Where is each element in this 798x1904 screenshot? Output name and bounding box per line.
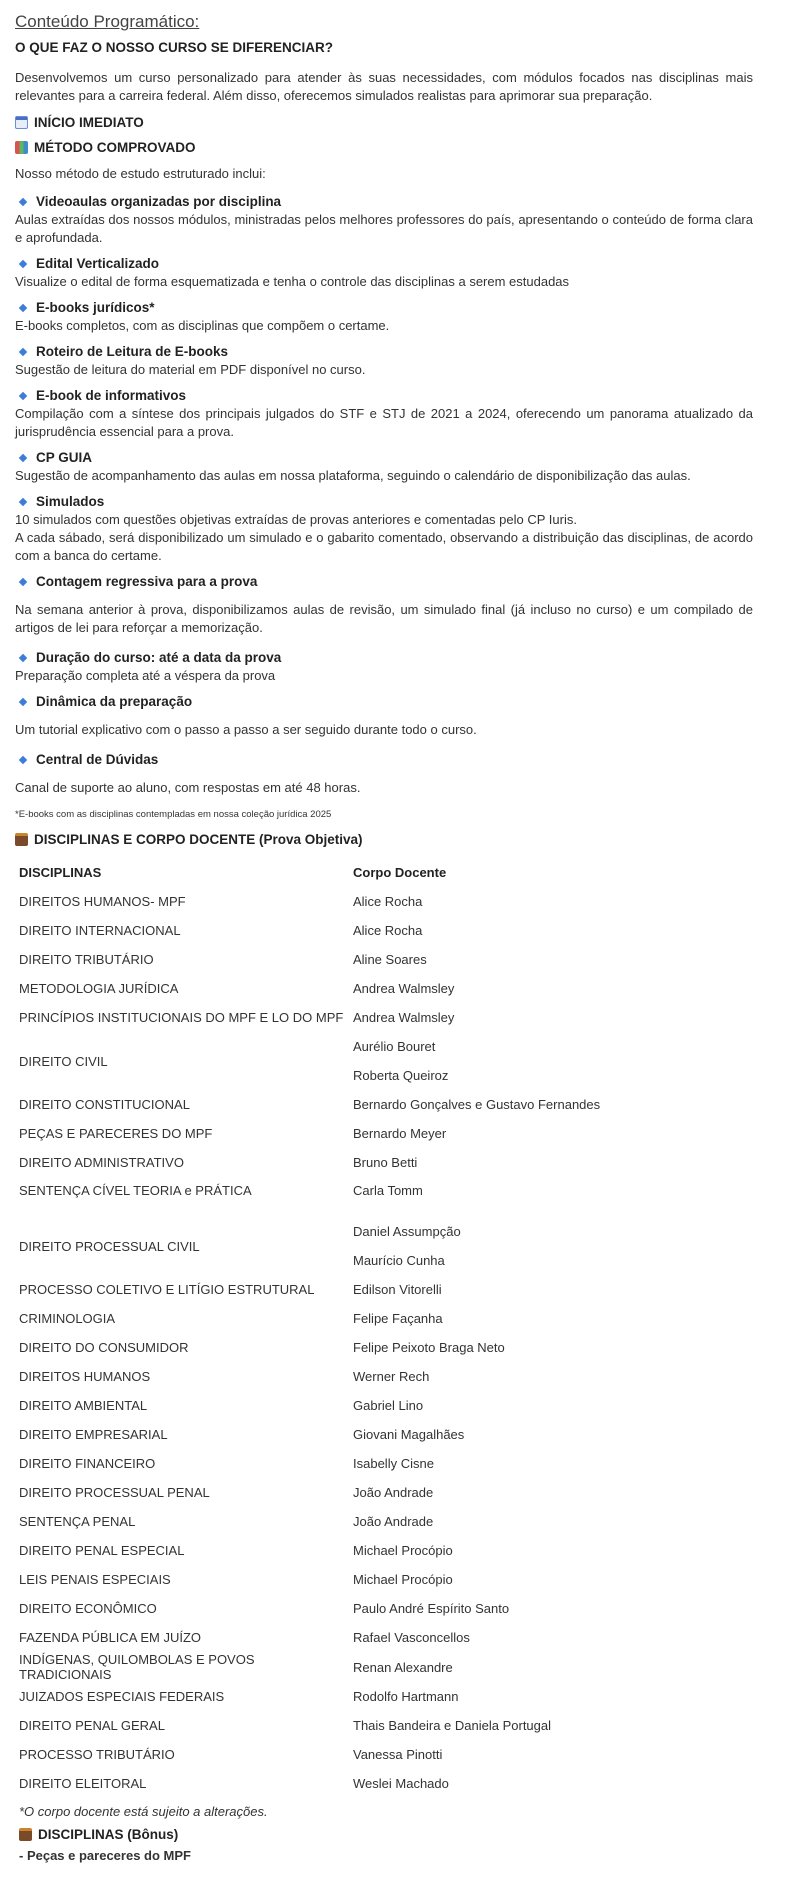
feature-description: Sugestão de acompanhamento das aulas em nossa plataforma, seguindo o calendário de disponibilização das aulas.: [15, 468, 691, 483]
diamond-bullet-icon: [19, 260, 27, 268]
teacher-name: Daniel Assumpção: [353, 1224, 461, 1239]
teacher-name: Carla Tomm: [353, 1183, 423, 1198]
feature-list: [15, 193, 753, 797]
feature-description: A cada sábado, será disponibilizado um simulado e o gabarito comentado, observando a distribuição das disciplinas, de acordo com a banca do certame.: [15, 530, 753, 563]
metodo-comprovado: [15, 140, 753, 155]
feature-item: [15, 573, 753, 637]
diamond-bullet-icon: [19, 304, 27, 312]
discipline-cell: PROCESSO COLETIVO E LITÍGIO ESTRUTURAL: [19, 1282, 315, 1297]
inicio-label: INÍCIO IMEDIATO: [34, 115, 144, 130]
teacher-name: Bernardo Meyer: [353, 1126, 447, 1141]
teacher-cell: [349, 1565, 753, 1594]
table-row: [15, 1177, 753, 1217]
feature-title-text: E-books jurídicos*: [36, 300, 155, 315]
discipline-cell: DIREITOS HUMANOS- MPF: [19, 894, 186, 909]
teacher-name: João Andrade: [353, 1485, 434, 1500]
discipline-cell: DIREITO PROCESSUAL PENAL: [19, 1485, 210, 1500]
teacher-name: Thais Bandeira e Daniela Portugal: [353, 1718, 552, 1733]
teacher-name: Giovani Magalhães: [353, 1427, 465, 1442]
header-docente: Corpo Docente: [353, 864, 447, 880]
teacher-name: Weslei Machado: [353, 1776, 449, 1791]
feature-title-text: Contagem regressiva para a prova: [36, 574, 258, 589]
feature-description: 10 simulados com questões objetivas extraídas de provas anteriores e comentadas pelo CP Iuris.: [15, 512, 577, 527]
discipline-cell: DIREITO CONSTITUCIONAL: [19, 1097, 190, 1112]
discipline-cell: DIREITO EMPRESARIAL: [19, 1427, 168, 1442]
table-row: [15, 1536, 753, 1565]
discipline-cell: PROCESSO TRIBUTÁRIO: [19, 1747, 175, 1762]
teacher-cell: [349, 945, 753, 974]
teacher-cell: [349, 1507, 753, 1536]
diamond-bullet-icon: [19, 454, 27, 462]
diamond-bullet-icon: [19, 498, 27, 506]
teacher-name: Michael Procópio: [353, 1572, 453, 1587]
feature-title: [15, 193, 753, 211]
feature-description: Aulas extraídas dos nossos módulos, ministradas pelos melhores professores do país, apresentando o conteúdo de forma clara e aprofundada.: [15, 212, 753, 245]
teacher-name: Andrea Walmsley: [353, 981, 455, 996]
teacher-name: Aurélio Bouret: [353, 1039, 436, 1054]
table-row: [15, 1119, 753, 1148]
bonus-item: - Peças e pareceres do MPF: [19, 1848, 191, 1863]
feature-item: [15, 693, 753, 739]
feature-title-text: E-book de informativos: [36, 388, 187, 403]
table-row: [15, 1652, 753, 1682]
discipline-cell: DIREITO PENAL ESPECIAL: [19, 1543, 185, 1558]
teacher-cell: [349, 916, 753, 945]
diamond-bullet-icon: [19, 198, 27, 206]
teacher-name: Paulo André Espírito Santo: [353, 1601, 510, 1616]
bonus-section-label: DISCIPLINAS (Bônus): [38, 1827, 179, 1842]
teacher-cell: [349, 1333, 753, 1362]
table-row: [15, 1275, 753, 1304]
table-section-label: DISCIPLINAS E CORPO DOCENTE (Prova Objetiva): [34, 832, 363, 847]
feature-item: [15, 649, 753, 685]
table-row: [15, 1362, 753, 1391]
table-section-heading: [15, 832, 753, 847]
diamond-bullet-icon: [19, 578, 27, 586]
teacher-name: Edilson Vitorelli: [353, 1282, 442, 1297]
discipline-cell: DIREITO PROCESSUAL CIVIL: [19, 1238, 200, 1254]
teacher-name: Felipe Peixoto Braga Neto: [353, 1340, 505, 1355]
feature-description: Canal de suporte ao aluno, com respostas em até 48 horas.: [15, 780, 361, 795]
calendar-icon: [15, 116, 28, 129]
teacher-cell: [349, 887, 753, 916]
teacher-name: Maurício Cunha: [353, 1253, 445, 1268]
teacher-cell: [349, 1769, 753, 1798]
teacher-cell: [349, 1391, 753, 1420]
briefcase-icon: [19, 1828, 32, 1841]
table-row: [15, 1333, 753, 1362]
discipline-cell: PRINCÍPIOS INSTITUCIONAIS DO MPF E LO DO MPF: [19, 1010, 344, 1025]
diamond-bullet-icon: [19, 698, 27, 706]
feature-item: [15, 299, 753, 335]
table-row: [15, 1449, 753, 1478]
feature-title: [15, 573, 753, 591]
teacher-name: Bruno Betti: [353, 1155, 418, 1170]
teacher-cell: [349, 974, 753, 1003]
discipline-cell: SENTENÇA CÍVEL TEORIA e PRÁTICA: [19, 1183, 252, 1198]
table-row: [15, 1420, 753, 1449]
intro-paragraph: Desenvolvemos um curso personalizado para atender às suas necessidades, com módulos focados nas disciplinas mais relevantes para a carreira federal. Além disso, oferecemos simulados realistas para aprimorar sua preparação.: [15, 70, 753, 103]
table-row: [15, 1682, 753, 1711]
table-row: [15, 1711, 753, 1740]
books-icon: [15, 141, 28, 154]
discipline-cell: DIREITO AMBIENTAL: [19, 1398, 148, 1413]
feature-title: [15, 343, 753, 361]
feature-description: Na semana anterior à prova, disponibilizamos aulas de revisão, um simulado final (já incluso no curso) e um compilado de artigos de lei para reforçar a memorização.: [15, 602, 753, 635]
table-row: [15, 945, 753, 974]
table-row: [15, 1565, 753, 1594]
feature-title: [15, 751, 753, 769]
teacher-name: Andrea Walmsley: [353, 1010, 455, 1025]
discipline-cell: DIREITOS HUMANOS: [19, 1369, 151, 1384]
feature-item: [15, 255, 753, 291]
teacher-cell: [349, 1217, 753, 1275]
teacher-name: Isabelly Cisne: [353, 1456, 434, 1471]
teacher-name: Roberta Queiroz: [353, 1068, 449, 1083]
teacher-name: Bernardo Gonçalves e Gustavo Fernandes: [353, 1097, 601, 1112]
feature-title: [15, 649, 753, 667]
feature-title: [15, 387, 753, 405]
feature-item: [15, 493, 753, 565]
teacher-cell: [349, 1032, 753, 1090]
feature-title-text: Simulados: [36, 494, 105, 509]
teacher-name: João Andrade: [353, 1514, 434, 1529]
bonus-section-heading: [19, 1827, 753, 1842]
feature-description: E-books completos, com as disciplinas que compõem o certame.: [15, 318, 390, 333]
table-row: [15, 887, 753, 916]
feature-item: [15, 387, 753, 441]
teacher-name: Felipe Façanha: [353, 1311, 443, 1326]
table-row: [15, 1032, 753, 1090]
discipline-cell: CRIMINOLOGIA: [19, 1311, 116, 1326]
diamond-bullet-icon: [19, 348, 27, 356]
teacher-cell: [349, 1449, 753, 1478]
diamond-bullet-icon: [19, 756, 27, 764]
discipline-cell: DIREITO ECONÔMICO: [19, 1601, 157, 1616]
discipline-cell: SENTENÇA PENAL: [19, 1514, 136, 1529]
inicio-imediato: [15, 115, 753, 130]
discipline-cell: DIREITO PENAL GERAL: [19, 1718, 165, 1733]
teacher-cell: [349, 1148, 753, 1177]
table-row: [15, 1003, 753, 1032]
teacher-cell: [349, 1177, 753, 1217]
discipline-cell: DIREITO DO CONSUMIDOR: [19, 1340, 189, 1355]
docente-note: *O corpo docente está sujeito a alterações.: [19, 1804, 268, 1819]
feature-description: Um tutorial explicativo com o passo a passo a ser seguido durante todo o curso.: [15, 722, 477, 737]
table-row: [15, 1740, 753, 1769]
table-row: [15, 974, 753, 1003]
teacher-cell: [349, 1652, 753, 1682]
teacher-cell: [349, 1536, 753, 1565]
feature-title-text: Dinâmica da preparação: [36, 694, 193, 709]
discipline-cell: DIREITO ADMINISTRATIVO: [19, 1155, 184, 1170]
feature-title-text: CP GUIA: [36, 450, 93, 465]
section-heading: O QUE FAZ O NOSSO CURSO SE DIFERENCIAR?: [15, 40, 334, 55]
feature-description: Visualize o edital de forma esquematizada e tenha o controle das disciplinas a serem estudadas: [15, 274, 570, 289]
feature-title: [15, 255, 753, 273]
feature-item: [15, 751, 753, 797]
ebook-note: *E-books com as disciplinas contempladas em nossa coleção jurídica 2025: [15, 809, 332, 820]
diamond-bullet-icon: [19, 654, 27, 662]
teacher-cell: [349, 1682, 753, 1711]
teacher-name: Renan Alexandre: [353, 1659, 453, 1675]
discipline-cell: LEIS PENAIS ESPECIAIS: [19, 1572, 171, 1587]
teacher-name: Rodolfo Hartmann: [353, 1689, 459, 1704]
table-row: [15, 1148, 753, 1177]
teacher-name: Aline Soares: [353, 952, 427, 967]
teacher-cell: [349, 1594, 753, 1623]
table-row: [15, 916, 753, 945]
teacher-cell: [349, 1275, 753, 1304]
discipline-cell: DIREITO CIVIL: [19, 1053, 108, 1069]
feature-title-text: Roteiro de Leitura de E-books: [36, 344, 229, 359]
header-disciplinas: DISCIPLINAS: [19, 864, 102, 880]
feature-title: [15, 449, 753, 467]
teacher-cell: [349, 1003, 753, 1032]
feature-title-text: Central de Dúvidas: [36, 752, 159, 767]
teacher-cell: [349, 1711, 753, 1740]
table-row: [15, 1217, 753, 1275]
table-row: [15, 1090, 753, 1119]
discipline-cell: INDÍGENAS, QUILOMBOLAS E POVOS TRADICIONAIS: [19, 1652, 255, 1682]
feature-description: Compilação com a síntese dos principais julgados do STF e STJ de 2021 a 2024, oferecendo um panorama atualizado da jurisprudência essencial para a prova.: [15, 406, 753, 439]
teacher-cell: [349, 1362, 753, 1391]
teacher-name: Werner Rech: [353, 1369, 430, 1384]
page-title: Conteúdo Programático:: [15, 12, 200, 31]
discipline-cell: PEÇAS E PARECERES DO MPF: [19, 1126, 213, 1141]
feature-description: Preparação completa até a véspera da prova: [15, 668, 276, 683]
table-row: [15, 1769, 753, 1798]
discipline-cell: DIREITO FINANCEIRO: [19, 1456, 156, 1471]
feature-description: Sugestão de leitura do material em PDF disponível no curso.: [15, 362, 366, 377]
feature-title: [15, 299, 753, 317]
discipline-cell: FAZENDA PÚBLICA EM JUÍZO: [19, 1630, 202, 1645]
teacher-name: Alice Rocha: [353, 894, 423, 909]
table-row: [15, 1478, 753, 1507]
feature-title-text: Edital Verticalizado: [36, 256, 160, 271]
teacher-cell: [349, 1478, 753, 1507]
teacher-cell: [349, 1623, 753, 1652]
feature-title-text: Duração do curso: até a data da prova: [36, 650, 282, 665]
feature-title: [15, 693, 753, 711]
teacher-cell: [349, 1740, 753, 1769]
feature-item: [15, 343, 753, 379]
table-row: [15, 1304, 753, 1333]
briefcase-icon: [15, 833, 28, 846]
table-row: [15, 1391, 753, 1420]
teacher-name: Vanessa Pinotti: [353, 1747, 443, 1762]
teacher-cell: [349, 1090, 753, 1119]
teacher-cell: [349, 1420, 753, 1449]
discipline-cell: METODOLOGIA JURÍDICA: [19, 981, 179, 996]
teacher-name: Alice Rocha: [353, 923, 423, 938]
table-row: [15, 1507, 753, 1536]
faculty-table: [15, 857, 753, 1798]
teacher-name: Rafael Vasconcellos: [353, 1630, 470, 1645]
teacher-cell: [349, 1119, 753, 1148]
table-row: [15, 1594, 753, 1623]
metodo-label: MÉTODO COMPROVADO: [34, 140, 196, 155]
metodo-intro: Nosso método de estudo estruturado inclui:: [15, 166, 266, 181]
diamond-bullet-icon: [19, 392, 27, 400]
teacher-cell: [349, 1304, 753, 1333]
feature-title-text: Videoaulas organizadas por disciplina: [36, 194, 282, 209]
feature-title: [15, 493, 753, 511]
feature-item: [15, 449, 753, 485]
table-row: [15, 1623, 753, 1652]
teacher-name: Michael Procópio: [353, 1543, 453, 1558]
teacher-name: Gabriel Lino: [353, 1398, 424, 1413]
discipline-cell: DIREITO INTERNACIONAL: [19, 923, 181, 938]
feature-item: [15, 193, 753, 247]
discipline-cell: JUIZADOS ESPECIAIS FEDERAIS: [19, 1689, 225, 1704]
discipline-cell: DIREITO TRIBUTÁRIO: [19, 952, 154, 967]
table-header-row: [15, 857, 753, 887]
discipline-cell: DIREITO ELEITORAL: [19, 1776, 147, 1791]
